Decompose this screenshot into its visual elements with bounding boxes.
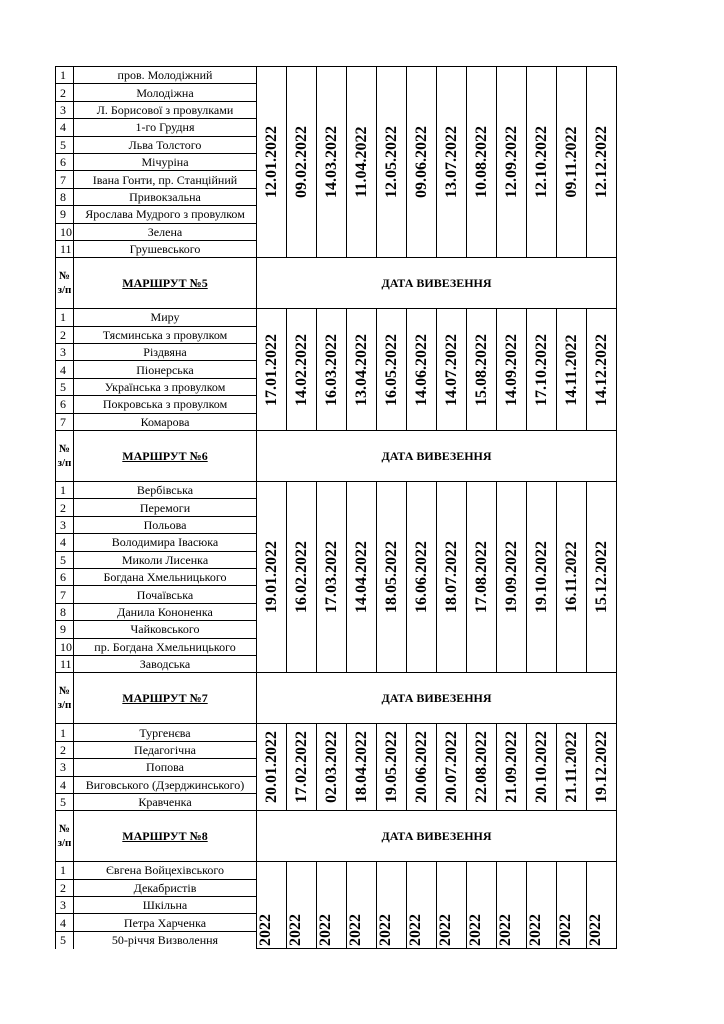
street-name: Заводська <box>74 655 257 672</box>
collection-date-cell <box>557 862 587 949</box>
collection-date-cell <box>317 482 347 673</box>
number-column-header: № з/п <box>56 811 74 862</box>
route-title: МАРШРУТ №8 <box>74 811 257 862</box>
collection-date: 09.06.2022 <box>412 126 430 199</box>
collection-date-cell <box>527 309 557 431</box>
collection-date-cell <box>257 862 287 949</box>
collection-date: 17.01.2022 <box>262 333 280 406</box>
collection-date: 19.09.2022 <box>502 541 520 614</box>
collection-date: 2022 <box>467 914 485 947</box>
collection-date-cell <box>497 67 527 258</box>
street-number: 3 <box>56 897 74 914</box>
route-title: МАРШРУТ №6 <box>74 431 257 482</box>
street-name: Шкільна <box>74 897 257 914</box>
waste-collection-schedule-table <box>55 66 617 949</box>
street-number: 2 <box>56 326 74 343</box>
collection-date: 16.03.2022 <box>322 333 340 406</box>
route-title: МАРШРУТ №5 <box>74 258 257 309</box>
street-name: Піонерська <box>74 361 257 378</box>
collection-date: 2022 <box>257 914 275 947</box>
street-name: Тургенєва <box>74 724 257 741</box>
collection-date: 20.06.2022 <box>412 731 430 804</box>
street-name: Виговського (Дзерджинського) <box>74 776 257 793</box>
collection-date: 12.10.2022 <box>532 126 550 199</box>
street-name: Мічуріна <box>74 153 257 170</box>
street-number: 1 <box>56 862 74 879</box>
collection-date: 2022 <box>347 914 365 947</box>
number-column-header: № з/п <box>56 431 74 482</box>
collection-date-cell <box>587 724 617 811</box>
collection-date-cell <box>437 724 467 811</box>
collection-date-cell <box>497 482 527 673</box>
collection-date: 18.05.2022 <box>382 541 400 614</box>
collection-date: 2022 <box>557 914 575 947</box>
collection-date: 16.11.2022 <box>562 541 580 613</box>
collection-date-cell <box>497 309 527 431</box>
street-number: 3 <box>56 101 74 118</box>
street-name: Вербівська <box>74 482 257 499</box>
street-number: 11 <box>56 240 74 257</box>
street-name: Польова <box>74 516 257 533</box>
street-number: 1 <box>56 67 74 84</box>
collection-date: 20.10.2022 <box>532 731 550 804</box>
collection-date: 14.04.2022 <box>352 541 370 614</box>
street-name: Комарова <box>74 413 257 430</box>
collection-date: 17.08.2022 <box>472 541 490 614</box>
collection-date: 14.07.2022 <box>442 333 460 406</box>
collection-date-cell <box>347 67 377 258</box>
collection-date-cell <box>347 309 377 431</box>
collection-date: 21.09.2022 <box>502 731 520 804</box>
collection-date: 22.08.2022 <box>472 731 490 804</box>
collection-date-cell <box>287 309 317 431</box>
street-name: Богдана Хмельницького <box>74 568 257 585</box>
street-name: Льва Толстого <box>74 136 257 153</box>
collection-date-cell <box>587 482 617 673</box>
street-number: 5 <box>56 551 74 568</box>
collection-date-cell <box>377 862 407 949</box>
collection-date-cell <box>587 862 617 949</box>
collection-date-cell <box>287 482 317 673</box>
street-name: Євгена Войцехівського <box>74 862 257 879</box>
collection-date: 18.04.2022 <box>352 731 370 804</box>
street-number: 2 <box>56 879 74 896</box>
collection-date: 02.03.2022 <box>322 731 340 804</box>
collection-date-cell <box>347 482 377 673</box>
route-header-row <box>56 673 617 724</box>
collection-date-header: ДАТА ВИВЕЗЕННЯ <box>257 673 617 724</box>
collection-date-cell <box>467 482 497 673</box>
number-column-header: № з/п <box>56 673 74 724</box>
street-number: 2 <box>56 741 74 758</box>
collection-date-cell <box>497 724 527 811</box>
collection-date: 21.11.2022 <box>562 731 580 803</box>
collection-date-header: ДАТА ВИВЕЗЕННЯ <box>257 258 617 309</box>
collection-date: 19.12.2022 <box>592 731 610 804</box>
collection-date-header: ДАТА ВИВЕЗЕННЯ <box>257 811 617 862</box>
street-row <box>56 309 617 326</box>
street-name: Л. Борисової з провулками <box>74 101 257 118</box>
collection-date: 12.09.2022 <box>502 126 520 199</box>
street-name: 50-річчя Визволення <box>74 931 257 948</box>
collection-date: 20.07.2022 <box>442 731 460 804</box>
collection-date: 18.07.2022 <box>442 541 460 614</box>
collection-date-cell <box>557 309 587 431</box>
street-number: 5 <box>56 793 74 810</box>
street-name: Почаївська <box>74 586 257 603</box>
street-number: 3 <box>56 759 74 776</box>
collection-date-cell <box>407 724 437 811</box>
collection-date: 19.10.2022 <box>532 541 550 614</box>
collection-date-cell <box>527 67 557 258</box>
collection-date-cell <box>347 724 377 811</box>
street-name: Різдвяна <box>74 344 257 361</box>
collection-date: 13.04.2022 <box>352 333 370 406</box>
collection-date-cell <box>377 482 407 673</box>
street-name: Данила Кононенка <box>74 603 257 620</box>
collection-date-cell <box>437 309 467 431</box>
collection-date: 2022 <box>317 914 335 947</box>
street-number: 8 <box>56 603 74 620</box>
street-name: Івана Гонти, пр. Станційний <box>74 171 257 188</box>
number-column-header: № з/п <box>56 258 74 309</box>
street-number: 1 <box>56 309 74 326</box>
collection-date: 14.09.2022 <box>502 333 520 406</box>
street-number: 2 <box>56 84 74 101</box>
street-row <box>56 482 617 499</box>
street-number: 1 <box>56 482 74 499</box>
collection-date-cell <box>587 309 617 431</box>
collection-date-cell <box>467 309 497 431</box>
street-number: 7 <box>56 586 74 603</box>
collection-date: 10.08.2022 <box>472 126 490 199</box>
street-number: 4 <box>56 361 74 378</box>
street-number: 5 <box>56 378 74 395</box>
street-number: 7 <box>56 413 74 430</box>
street-number: 3 <box>56 516 74 533</box>
collection-date: 16.05.2022 <box>382 333 400 406</box>
collection-date: 09.02.2022 <box>292 126 310 199</box>
street-name: Миру <box>74 309 257 326</box>
collection-date: 15.12.2022 <box>592 541 610 614</box>
collection-date-cell <box>257 724 287 811</box>
street-name: Грушевського <box>74 240 257 257</box>
collection-date: 17.03.2022 <box>322 541 340 614</box>
street-row <box>56 724 617 741</box>
street-number: 7 <box>56 171 74 188</box>
collection-date-cell <box>317 724 347 811</box>
collection-date-cell <box>437 67 467 258</box>
street-name: Привокзальна <box>74 188 257 205</box>
collection-date: 2022 <box>497 914 515 947</box>
collection-date-cell <box>557 482 587 673</box>
collection-date: 12.12.2022 <box>592 126 610 199</box>
street-number: 6 <box>56 396 74 413</box>
collection-date-cell <box>557 724 587 811</box>
street-number: 6 <box>56 153 74 170</box>
collection-date-cell <box>317 862 347 949</box>
collection-date: 2022 <box>377 914 395 947</box>
collection-date-cell <box>587 67 617 258</box>
collection-date: 15.08.2022 <box>472 333 490 406</box>
collection-date-cell <box>467 724 497 811</box>
street-number: 8 <box>56 188 74 205</box>
street-name: Тясминська з провулком <box>74 326 257 343</box>
collection-date: 2022 <box>527 914 545 947</box>
collection-date: 13.07.2022 <box>442 126 460 199</box>
route-header-row <box>56 431 617 482</box>
street-number: 4 <box>56 776 74 793</box>
street-name: Педагогічна <box>74 741 257 758</box>
route-header-row <box>56 811 617 862</box>
street-name: Перемоги <box>74 499 257 516</box>
collection-date: 14.12.2022 <box>592 333 610 406</box>
collection-date: 09.11.2022 <box>562 126 580 198</box>
collection-date: 20.01.2022 <box>262 731 280 804</box>
street-number: 6 <box>56 568 74 585</box>
collection-date-cell <box>557 67 587 258</box>
collection-date-cell <box>377 67 407 258</box>
collection-date: 16.02.2022 <box>292 541 310 614</box>
collection-date-cell <box>527 482 557 673</box>
collection-date: 12.05.2022 <box>382 126 400 199</box>
collection-date-cell <box>527 724 557 811</box>
collection-date-cell <box>257 67 287 258</box>
collection-date-cell <box>317 67 347 258</box>
street-number: 3 <box>56 344 74 361</box>
collection-date-cell <box>497 862 527 949</box>
street-name: Ярослава Мудрого з провулком <box>74 206 257 223</box>
street-number: 11 <box>56 655 74 672</box>
street-name: Володимира Івасюка <box>74 534 257 551</box>
street-name: Петра Харченка <box>74 914 257 931</box>
street-name: Молодіжна <box>74 84 257 101</box>
street-name: Покровська з провулком <box>74 396 257 413</box>
collection-date-cell <box>287 67 317 258</box>
collection-date-cell <box>467 862 497 949</box>
collection-date-cell <box>257 309 287 431</box>
collection-date-cell <box>287 862 317 949</box>
collection-date: 2022 <box>587 914 605 947</box>
collection-date-header: ДАТА ВИВЕЗЕННЯ <box>257 431 617 482</box>
street-number: 4 <box>56 119 74 136</box>
street-number: 10 <box>56 223 74 240</box>
street-name: Миколи Лисенка <box>74 551 257 568</box>
collection-date-cell <box>467 67 497 258</box>
collection-date: 11.04.2022 <box>352 126 370 198</box>
collection-date-cell <box>527 862 557 949</box>
street-name: 1-го Грудня <box>74 119 257 136</box>
street-number: 4 <box>56 914 74 931</box>
street-number: 10 <box>56 638 74 655</box>
route-header-row <box>56 258 617 309</box>
collection-date: 17.10.2022 <box>532 333 550 406</box>
street-name: Декабристів <box>74 879 257 896</box>
street-name: Кравченка <box>74 793 257 810</box>
collection-date-cell <box>407 67 437 258</box>
collection-date-cell <box>287 724 317 811</box>
street-name: Зелена <box>74 223 257 240</box>
collection-date: 14.11.2022 <box>562 334 580 406</box>
collection-date-cell <box>377 309 407 431</box>
street-row <box>56 67 617 84</box>
street-name: Чайковського <box>74 621 257 638</box>
collection-date-cell <box>407 482 437 673</box>
collection-date: 12.01.2022 <box>262 126 280 199</box>
collection-date-cell <box>437 482 467 673</box>
street-number: 9 <box>56 621 74 638</box>
street-number: 5 <box>56 136 74 153</box>
collection-date: 19.05.2022 <box>382 731 400 804</box>
collection-date: 2022 <box>287 914 305 947</box>
collection-date-cell <box>437 862 467 949</box>
collection-date-cell <box>407 309 437 431</box>
collection-date: 17.02.2022 <box>292 731 310 804</box>
collection-date: 19.01.2022 <box>262 541 280 614</box>
collection-date: 14.02.2022 <box>292 333 310 406</box>
collection-date-cell <box>347 862 377 949</box>
collection-date: 16.06.2022 <box>412 541 430 614</box>
street-row <box>56 862 617 879</box>
street-name: пр. Богдана Хмельницького <box>74 638 257 655</box>
collection-date-cell <box>377 724 407 811</box>
street-number: 2 <box>56 499 74 516</box>
street-name: Попова <box>74 759 257 776</box>
street-number: 9 <box>56 206 74 223</box>
collection-date: 2022 <box>407 914 425 947</box>
collection-date: 2022 <box>437 914 455 947</box>
collection-date: 14.03.2022 <box>322 126 340 199</box>
street-name: пров. Молодіжний <box>74 67 257 84</box>
street-number: 1 <box>56 724 74 741</box>
collection-date: 14.06.2022 <box>412 333 430 406</box>
route-title: МАРШРУТ №7 <box>74 673 257 724</box>
collection-date-cell <box>317 309 347 431</box>
street-number: 5 <box>56 931 74 948</box>
collection-date-cell <box>257 482 287 673</box>
street-name: Українська з провулком <box>74 378 257 395</box>
street-number: 4 <box>56 534 74 551</box>
collection-date-cell <box>407 862 437 949</box>
